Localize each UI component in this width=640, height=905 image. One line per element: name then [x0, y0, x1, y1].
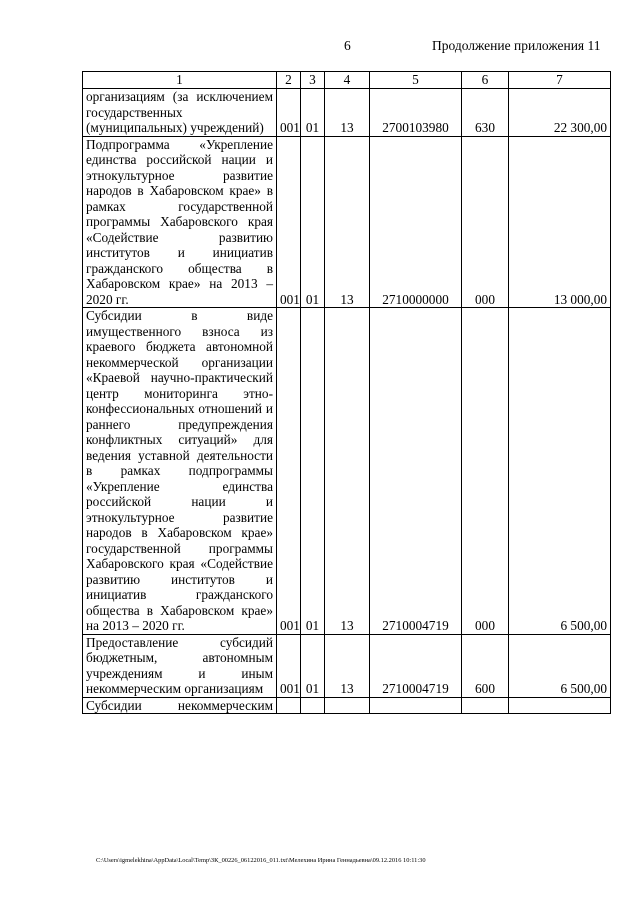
cell-target-article: 2700103980 [370, 89, 462, 137]
cell-expense-type: 000 [462, 136, 509, 308]
cell-target-article: 2710004719 [370, 634, 462, 697]
cell-section [301, 697, 325, 714]
row-name: Субсидии некоммерческим [83, 697, 277, 714]
table-row [83, 697, 611, 714]
row-name: Субсидии в виде имущественного взноса из краевого бюджета автономной некоммерческой организации «Краевой научно-практический центр мониторинга этно-конфессиональных отношений и раннего предупреждения конфликтных ситуаций» для ведения уставной деятельности в рамках подпрограммы «Укрепление единства российской нации и этнокультурное развитие народов в Хабаровском крае» государственной программы Хабаровского края «Содействие развитию институтов и инициатив гражданского общества в Хабаровском крае» на 2013 – 2020 гг. [83, 308, 277, 635]
cell-ministry-code: 001 [277, 308, 301, 635]
column-header: 6 [462, 72, 509, 89]
cell-ministry-code: 001 [277, 136, 301, 308]
column-header: 4 [325, 72, 370, 89]
cell-amount: 13 000,00 [509, 136, 611, 308]
cell-expense-type: 630 [462, 89, 509, 137]
cell-target-article [370, 697, 462, 714]
cell-expense-type: 000 [462, 308, 509, 635]
budget-table [82, 71, 611, 714]
cell-expense-type [462, 697, 509, 714]
cell-subsection: 13 [325, 308, 370, 635]
table-header-row [83, 72, 611, 89]
cell-ministry-code: 001 [277, 634, 301, 697]
cell-ministry-code [277, 697, 301, 714]
cell-amount [509, 697, 611, 714]
cell-amount: 6 500,00 [509, 634, 611, 697]
cell-subsection: 13 [325, 634, 370, 697]
row-name: Подпрограмма «Укрепление единства российской нации и этнокультурное развитие народов в Хабаровском крае» в рамках государственной программы Хабаровского края «Содействие развитию институтов и инициатив гражданского общества в Хабаровском крае» на 2013 – 2020 гг. [83, 136, 277, 308]
table-row [83, 634, 611, 697]
cell-target-article: 2710000000 [370, 136, 462, 308]
cell-amount: 6 500,00 [509, 308, 611, 635]
cell-section: 01 [301, 89, 325, 137]
table-row [83, 89, 611, 137]
cell-expense-type: 600 [462, 634, 509, 697]
cell-subsection: 13 [325, 89, 370, 137]
column-header: 2 [277, 72, 301, 89]
column-header: 1 [83, 72, 277, 89]
cell-section: 01 [301, 136, 325, 308]
column-header: 5 [370, 72, 462, 89]
row-name: организациям (за исключением государственных (муниципальных) учреждений) [83, 89, 277, 137]
cell-amount: 22 300,00 [509, 89, 611, 137]
table-row [83, 136, 611, 308]
page-number: 6 [344, 38, 351, 53]
cell-subsection: 13 [325, 136, 370, 308]
footer-file-path: C:\Users\igmelekhina\AppData\Local\Temp\ЗК_00226_06122016_011.txt\Мелехина Ирина Геннадьевна\09.12.2016 10:11:30 [96, 857, 426, 864]
cell-subsection [325, 697, 370, 714]
column-header: 7 [509, 72, 611, 89]
cell-section: 01 [301, 634, 325, 697]
table-row [83, 308, 611, 635]
row-name: Предоставление субсидий бюджетным, автономным учреждениям и иным некоммерческим организациям [83, 634, 277, 697]
continuation-title: Продолжение приложения 11 [432, 38, 601, 53]
cell-section: 01 [301, 308, 325, 635]
column-header: 3 [301, 72, 325, 89]
cell-ministry-code: 001 [277, 89, 301, 137]
cell-target-article: 2710004719 [370, 308, 462, 635]
